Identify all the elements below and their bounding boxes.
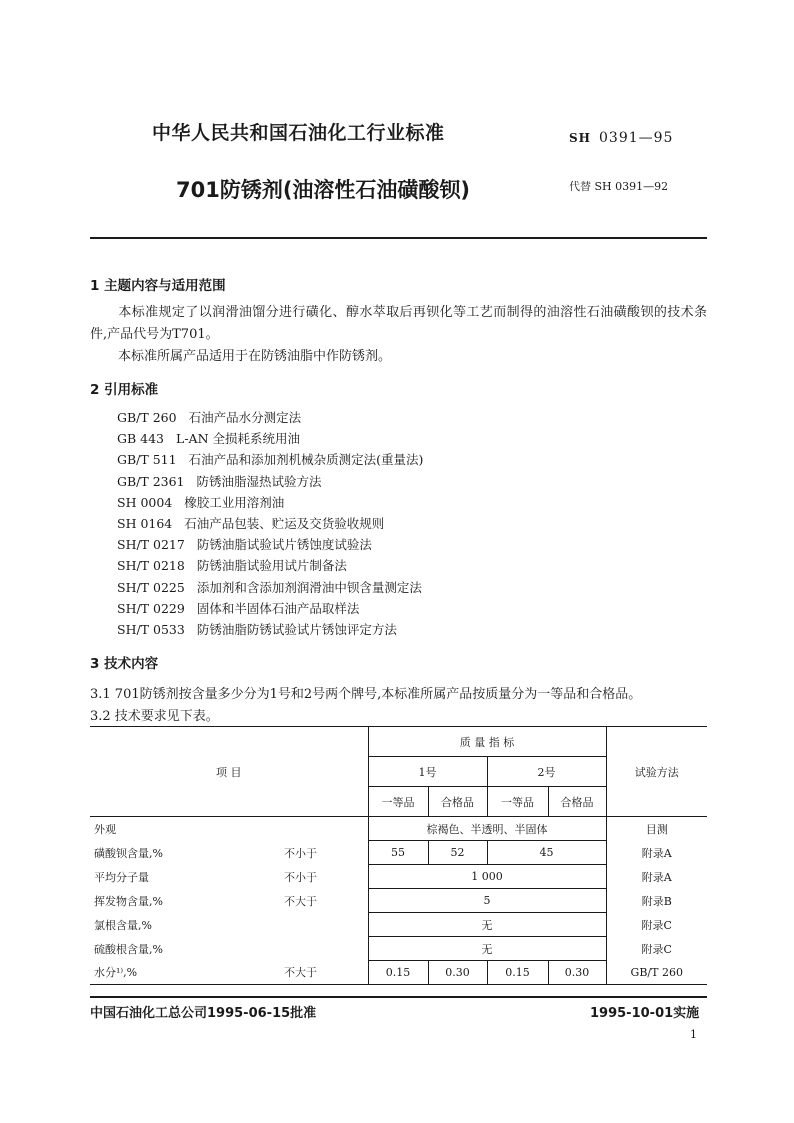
reference-code: SH 0004	[117, 494, 173, 510]
table-row	[90, 841, 707, 865]
row-value-merged: 5	[368, 889, 606, 913]
header-first-class: 一等品	[487, 787, 548, 817]
row-value-merged: 无	[368, 937, 606, 961]
reference-title: 防锈油脂试验试片锈蚀度试验法	[196, 537, 372, 553]
row-item-name: 氯根含量,%	[94, 918, 152, 932]
reference-title: 添加剂和含添加剂润滑油中钡含量测定法	[196, 579, 422, 595]
row-test-method: 附录C	[641, 918, 672, 932]
reference-title: 固体和半固体石油产品取样法	[196, 600, 360, 616]
row-value: 0.15	[487, 961, 548, 985]
reference-item	[117, 513, 423, 534]
table-row	[90, 913, 707, 937]
reference-title: 防锈油脂湿热试验方法	[196, 473, 322, 489]
standard-code	[569, 130, 673, 146]
table-row	[90, 961, 707, 985]
table-row	[90, 817, 707, 841]
approval-statement: 中国石油化工总公司1995-06-15批准	[90, 1006, 317, 1021]
section-2-heading: 2 引用标准	[90, 382, 159, 398]
row-item-name: 平均分子量	[94, 870, 149, 884]
reference-title: 石油产品水分测定法	[188, 410, 302, 425]
reference-code: SH/T 0225	[117, 579, 185, 595]
reference-code: GB 443	[117, 431, 165, 447]
clause-3-1: 3.1 701防锈剂按含量多少分为1号和2号两个牌号,本标准所属产品按质量分为一等品和合格品。	[90, 687, 642, 702]
reference-item	[117, 598, 423, 619]
reference-title: 防锈油脂防锈试验试片锈蚀评定方法	[196, 622, 397, 638]
header-grade-1: 1号	[368, 757, 487, 787]
reference-item	[117, 534, 423, 555]
row-value: 0.30	[428, 961, 487, 985]
reference-code: SH/T 0217	[117, 537, 185, 553]
row-limit: 不大于	[284, 894, 317, 908]
row-limit	[280, 913, 368, 937]
row-value: 0.30	[548, 961, 606, 985]
reference-code: GB/T 511	[117, 452, 177, 468]
row-limit: 不小于	[284, 870, 317, 884]
technical-requirements-table	[90, 726, 707, 985]
referenced-standards-list	[117, 407, 423, 640]
section-1-paragraph-2: 本标准所属产品适用于在防锈油脂中作防锈剂。	[118, 349, 392, 364]
clause-3-2: 3.2 技术要求见下表。	[90, 709, 219, 724]
table-row	[90, 865, 707, 889]
row-item-name: 硫酸根含量,%	[94, 942, 163, 956]
section-1-paragraph-1: 本标准规定了以润滑油馏分进行磺化、醇水萃取后再钡化等工艺而制得的油溶性石油磺酸钡的技术条件,产品代号为T701。	[90, 305, 707, 342]
row-limit: 不小于	[284, 846, 317, 860]
reference-item	[117, 555, 423, 576]
row-limit	[280, 817, 368, 841]
implementation-date: 1995-10-01实施	[590, 1006, 700, 1021]
header-qualified: 合格品	[548, 787, 606, 817]
section-3-heading: 3 技术内容	[90, 656, 159, 672]
header-qualified: 合格品	[428, 787, 487, 817]
reference-item	[117, 428, 423, 449]
page-number: 1	[690, 1028, 697, 1041]
reference-item	[117, 449, 423, 470]
row-test-method: 目测	[645, 822, 668, 836]
footer-rule	[90, 996, 707, 998]
reference-code: GB/T 2361	[117, 473, 185, 489]
row-value: 0.15	[368, 961, 428, 985]
reference-item	[117, 407, 423, 428]
code-prefix: SH	[569, 131, 592, 145]
reference-code: GB/T 260	[117, 410, 177, 425]
row-test-method: 附录C	[641, 942, 672, 956]
section-1-heading: 1 主题内容与适用范围	[90, 278, 226, 294]
row-item-name: 挥发物含量,%	[94, 894, 163, 908]
header-test-method: 试验方法	[606, 727, 707, 817]
row-test-method: 附录B	[641, 894, 672, 908]
document-title: 701防锈剂(油溶性石油磺酸钡)	[176, 178, 471, 202]
row-test-method: 附录A	[641, 846, 672, 860]
row-item-name: 外观	[94, 822, 116, 836]
table-row	[90, 889, 707, 913]
reference-title: L-AN 全损耗系统用油	[176, 431, 300, 447]
header-rule	[90, 237, 707, 239]
header-first-class: 一等品	[368, 787, 428, 817]
reference-item	[117, 577, 423, 598]
header-quality-index: 质 量 指 标	[368, 727, 606, 757]
row-limit	[280, 937, 368, 961]
row-value: 55	[368, 841, 428, 865]
row-value-merged: 无	[368, 913, 606, 937]
reference-code: SH/T 0533	[117, 622, 185, 638]
row-item-name: 磺酸钡含量,%	[94, 846, 163, 860]
row-test-method: GB/T 260	[606, 961, 707, 985]
reference-item	[117, 471, 423, 492]
header-item: 项 目	[90, 727, 368, 817]
reference-title: 石油产品包装、贮运及交货验收规则	[184, 516, 385, 532]
code-number: 0391—95	[599, 130, 674, 146]
table-row	[90, 937, 707, 961]
reference-code: SH/T 0229	[117, 600, 185, 616]
row-test-method: 附录A	[641, 870, 672, 884]
replaces-note: 代替 SH 0391—92	[569, 180, 669, 193]
header-grade-2: 2号	[487, 757, 606, 787]
reference-title: 橡胶工业用溶剂油	[184, 494, 285, 510]
reference-title: 防锈油脂试验用试片制备法	[196, 558, 347, 574]
row-item-name: 水分¹⁾,%	[90, 961, 280, 985]
row-value: 52	[428, 841, 487, 865]
reference-code: SH 0164	[117, 516, 173, 532]
row-value-merged: 1 000	[368, 865, 606, 889]
reference-title: 石油产品和添加剂机械杂质测定法(重量法)	[188, 452, 424, 468]
reference-item	[117, 619, 423, 640]
row-value-merged: 45	[487, 841, 606, 865]
reference-code: SH/T 0218	[117, 558, 185, 574]
reference-item	[117, 492, 423, 513]
issuing-standard-body: 中华人民共和国石油化工行业标准	[152, 122, 445, 144]
row-limit: 不大于	[280, 961, 368, 985]
row-value-merged: 棕褐色、半透明、半固体	[368, 817, 606, 841]
